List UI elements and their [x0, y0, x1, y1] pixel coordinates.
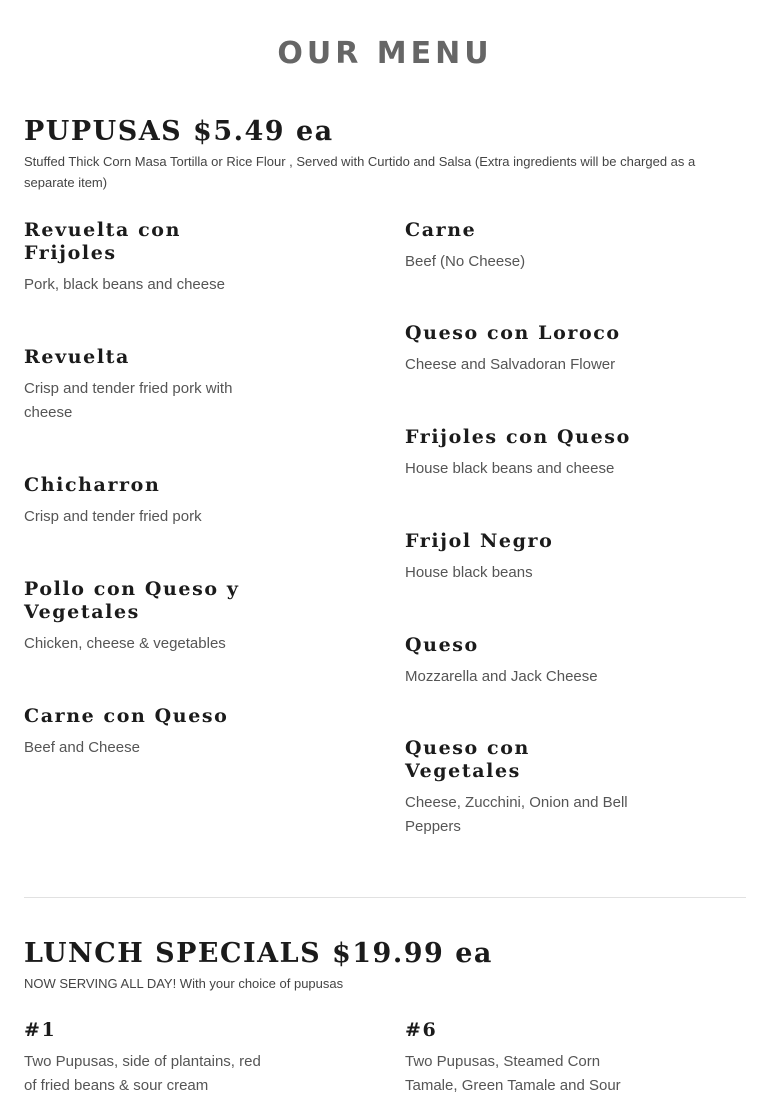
menu-item-desc: Two Pupusas, side of plantains, red of fried beans & sour cream	[24, 1053, 261, 1094]
menu-item-desc: Cheese, Zucchini, Onion and Bell Peppers	[405, 794, 628, 835]
menu-item	[24, 578, 264, 656]
menu-item-desc: Chicken, cheese & vegetables	[24, 635, 226, 652]
menu-item-name: Queso	[405, 634, 479, 656]
menu-item-desc: Beef (No Cheese)	[405, 253, 526, 270]
pupusas-heading: PUPUSAS $5.49 ea	[24, 116, 334, 147]
page-title: OUR MENU	[277, 36, 493, 71]
menu-item-name: Frijol Negro	[405, 530, 554, 552]
menu-item	[405, 530, 735, 585]
menu-item-name: Pollo con Queso y Vegetales	[24, 578, 240, 623]
menu-item	[405, 634, 735, 689]
menu-item	[405, 219, 705, 274]
lunch-heading: LUNCH SPECIALS $19.99 ea	[24, 938, 493, 969]
menu-item	[405, 737, 645, 839]
menu-item-desc: Two Pupusas, Steamed Corn Tamale, Green Tamale and Sour	[405, 1053, 621, 1094]
menu-item-desc: Mozzarella and Jack Cheese	[405, 668, 598, 685]
menu-item	[405, 426, 735, 481]
lunch-subtitle: NOW SERVING ALL DAY! With your choice of pupusas	[24, 976, 344, 991]
menu-item	[24, 219, 254, 297]
menu-item-name: Queso con Loroco	[405, 322, 621, 344]
menu-item-name: #6	[405, 1019, 438, 1041]
lunch-section-header	[24, 938, 746, 994]
menu-item	[24, 346, 264, 425]
menu-item-name: Revuelta	[24, 346, 130, 368]
menu-item	[24, 705, 324, 760]
menu-item-desc: Beef and Cheese	[24, 739, 140, 756]
menu-item-name: Chicharron	[24, 474, 161, 496]
menu-item-desc: Crisp and tender fried pork with cheese	[24, 380, 233, 421]
menu-item-desc: Cheese and Salvadoran Flower	[405, 356, 616, 373]
menu-item-name: #1	[24, 1019, 57, 1041]
pupusas-subtitle: Stuffed Thick Corn Masa Tortilla or Rice Flour , Served with Curtido and Salsa (Extra ingredients will be charged as a separate item)	[24, 154, 696, 190]
menu-item-name: Carne	[405, 219, 477, 241]
menu-item-desc: Pork, black beans and cheese	[24, 276, 225, 293]
menu-item-desc: House black beans and cheese	[405, 460, 615, 477]
menu-item	[24, 1019, 274, 1098]
menu-item-name: Revuelta con Frijoles	[24, 219, 181, 264]
menu-item-desc: House black beans	[405, 564, 533, 581]
menu-item-desc: Crisp and tender fried pork	[24, 508, 202, 525]
menu-item-name: Queso con Vegetales	[405, 737, 530, 782]
menu-item-name: Frijoles con Queso	[405, 426, 631, 448]
menu-item	[405, 1019, 635, 1098]
menu-item-name: Carne con Queso	[24, 705, 229, 727]
menu-item	[405, 322, 735, 377]
pupusas-section-header	[24, 116, 746, 193]
menu-item	[24, 474, 284, 529]
section-divider	[24, 897, 746, 898]
